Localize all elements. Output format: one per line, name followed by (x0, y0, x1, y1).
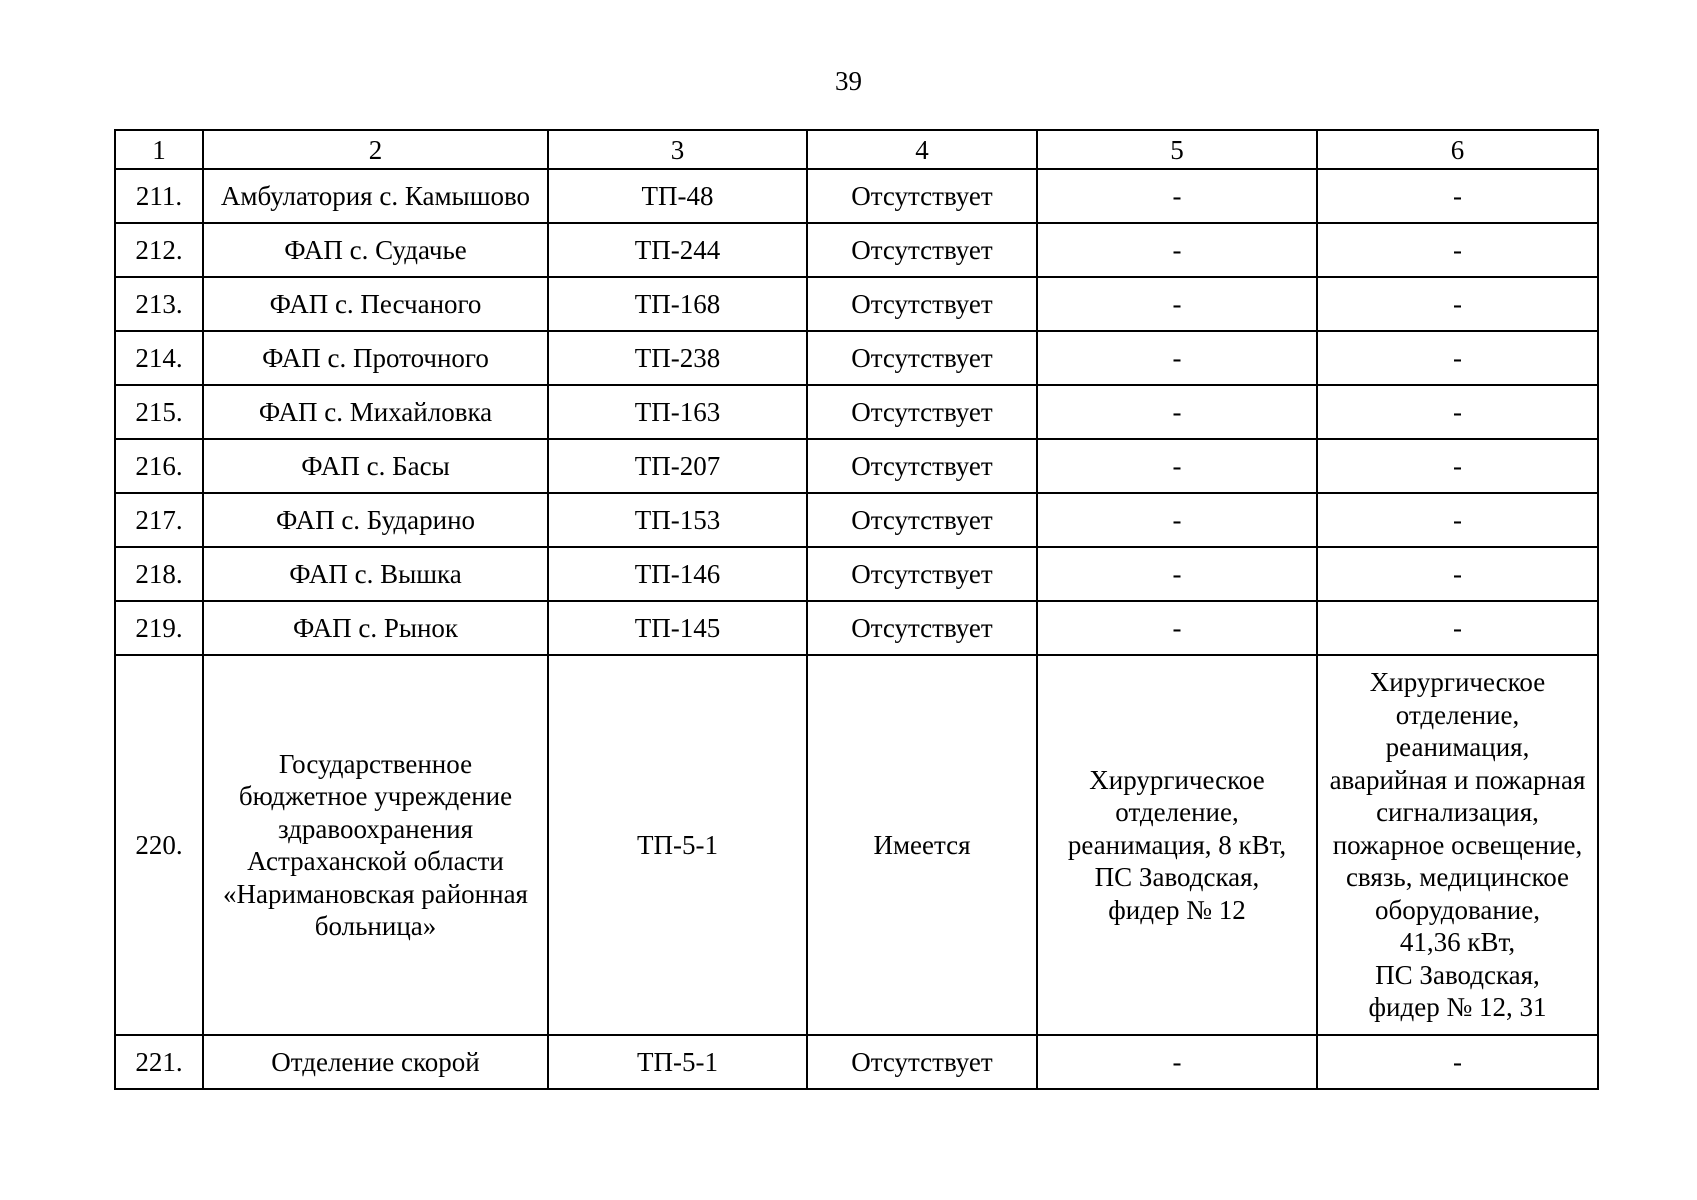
facility-name-cell: ФАП с. Судачье (203, 223, 548, 277)
availability-cell: Отсутствует (807, 493, 1037, 547)
availability-cell: Отсутствует (807, 439, 1037, 493)
transformer-cell: ТП-207 (548, 439, 807, 493)
data-table (114, 129, 1599, 1090)
table-row (115, 277, 1598, 331)
facility-name-cell: ФАП с. Бударино (203, 493, 548, 547)
column-5-cell: - (1037, 385, 1317, 439)
availability-cell: Отсутствует (807, 547, 1037, 601)
row-number-cell: 221. (115, 1035, 203, 1089)
column-6-cell: - (1317, 1035, 1598, 1089)
transformer-cell: ТП-168 (548, 277, 807, 331)
table-row (115, 223, 1598, 277)
column-6-cell: - (1317, 439, 1598, 493)
column-6-cell: - (1317, 493, 1598, 547)
table-row (115, 493, 1598, 547)
facility-name-cell: ФАП с. Басы (203, 439, 548, 493)
row-number-cell: 214. (115, 331, 203, 385)
column-6-cell: - (1317, 169, 1598, 223)
row-number-cell: 218. (115, 547, 203, 601)
table-row (115, 655, 1598, 1035)
facility-name-cell: Амбулатория с. Камышово (203, 169, 548, 223)
column-5-cell: - (1037, 331, 1317, 385)
column-5-cell: - (1037, 601, 1317, 655)
availability-cell: Отсутствует (807, 601, 1037, 655)
row-number-cell: 211. (115, 169, 203, 223)
column-5-cell: - (1037, 169, 1317, 223)
header-cell-3: 3 (548, 130, 807, 169)
table-row (115, 169, 1598, 223)
availability-cell: Имеется (807, 655, 1037, 1035)
column-6-cell: - (1317, 331, 1598, 385)
column-6-cell: - (1317, 385, 1598, 439)
transformer-cell: ТП-163 (548, 385, 807, 439)
column-6-cell: Хирургическое отделение, реанимация, аварийная и пожарная сигнализация, пожарное освещение, связь, медицинское оборудование, 41,36 кВт, ПС Заводская, фидер № 12, 31 (1317, 655, 1598, 1035)
facility-name-cell: ФАП с. Рынок (203, 601, 548, 655)
table-row (115, 439, 1598, 493)
transformer-cell: ТП-145 (548, 601, 807, 655)
transformer-cell: ТП-238 (548, 331, 807, 385)
row-number-cell: 219. (115, 601, 203, 655)
column-5-cell: - (1037, 439, 1317, 493)
availability-cell: Отсутствует (807, 277, 1037, 331)
table-row (115, 547, 1598, 601)
table-row (115, 385, 1598, 439)
table-row (115, 331, 1598, 385)
column-5-cell: - (1037, 547, 1317, 601)
row-number-cell: 212. (115, 223, 203, 277)
column-6-cell: - (1317, 277, 1598, 331)
table-row (115, 601, 1598, 655)
row-number-cell: 220. (115, 655, 203, 1035)
header-cell-6: 6 (1317, 130, 1598, 169)
table-header-row (115, 130, 1598, 169)
facility-name-cell: ФАП с. Проточного (203, 331, 548, 385)
column-5-cell: - (1037, 223, 1317, 277)
availability-cell: Отсутствует (807, 1035, 1037, 1089)
facility-name-cell: ФАП с. Вышка (203, 547, 548, 601)
transformer-cell: ТП-146 (548, 547, 807, 601)
row-number-cell: 213. (115, 277, 203, 331)
availability-cell: Отсутствует (807, 385, 1037, 439)
header-cell-2: 2 (203, 130, 548, 169)
column-5-cell: - (1037, 493, 1317, 547)
transformer-cell: ТП-48 (548, 169, 807, 223)
availability-cell: Отсутствует (807, 223, 1037, 277)
transformer-cell: ТП-244 (548, 223, 807, 277)
row-number-cell: 217. (115, 493, 203, 547)
column-6-cell: - (1317, 547, 1598, 601)
page-number: 39 (835, 66, 862, 96)
column-6-cell: - (1317, 601, 1598, 655)
availability-cell: Отсутствует (807, 169, 1037, 223)
column-5-cell: - (1037, 277, 1317, 331)
facility-name-cell: ФАП с. Песчаного (203, 277, 548, 331)
header-cell-4: 4 (807, 130, 1037, 169)
transformer-cell: ТП-153 (548, 493, 807, 547)
header-cell-5: 5 (1037, 130, 1317, 169)
availability-cell: Отсутствует (807, 331, 1037, 385)
row-number-cell: 215. (115, 385, 203, 439)
transformer-cell: ТП-5-1 (548, 655, 807, 1035)
row-number-cell: 216. (115, 439, 203, 493)
column-6-cell: - (1317, 223, 1598, 277)
table-row (115, 1035, 1598, 1089)
column-5-cell: - (1037, 1035, 1317, 1089)
column-5-cell: Хирургическое отделение, реанимация, 8 кВт, ПС Заводская, фидер № 12 (1037, 655, 1317, 1035)
facility-name-cell: Отделение скорой (203, 1035, 548, 1089)
facility-name-cell: Государственное бюджетное учреждение здравоохранения Астраханской области «Наримановская районная больница» (203, 655, 548, 1035)
transformer-cell: ТП-5-1 (548, 1035, 807, 1089)
header-cell-1: 1 (115, 130, 203, 169)
facility-name-cell: ФАП с. Михайловка (203, 385, 548, 439)
